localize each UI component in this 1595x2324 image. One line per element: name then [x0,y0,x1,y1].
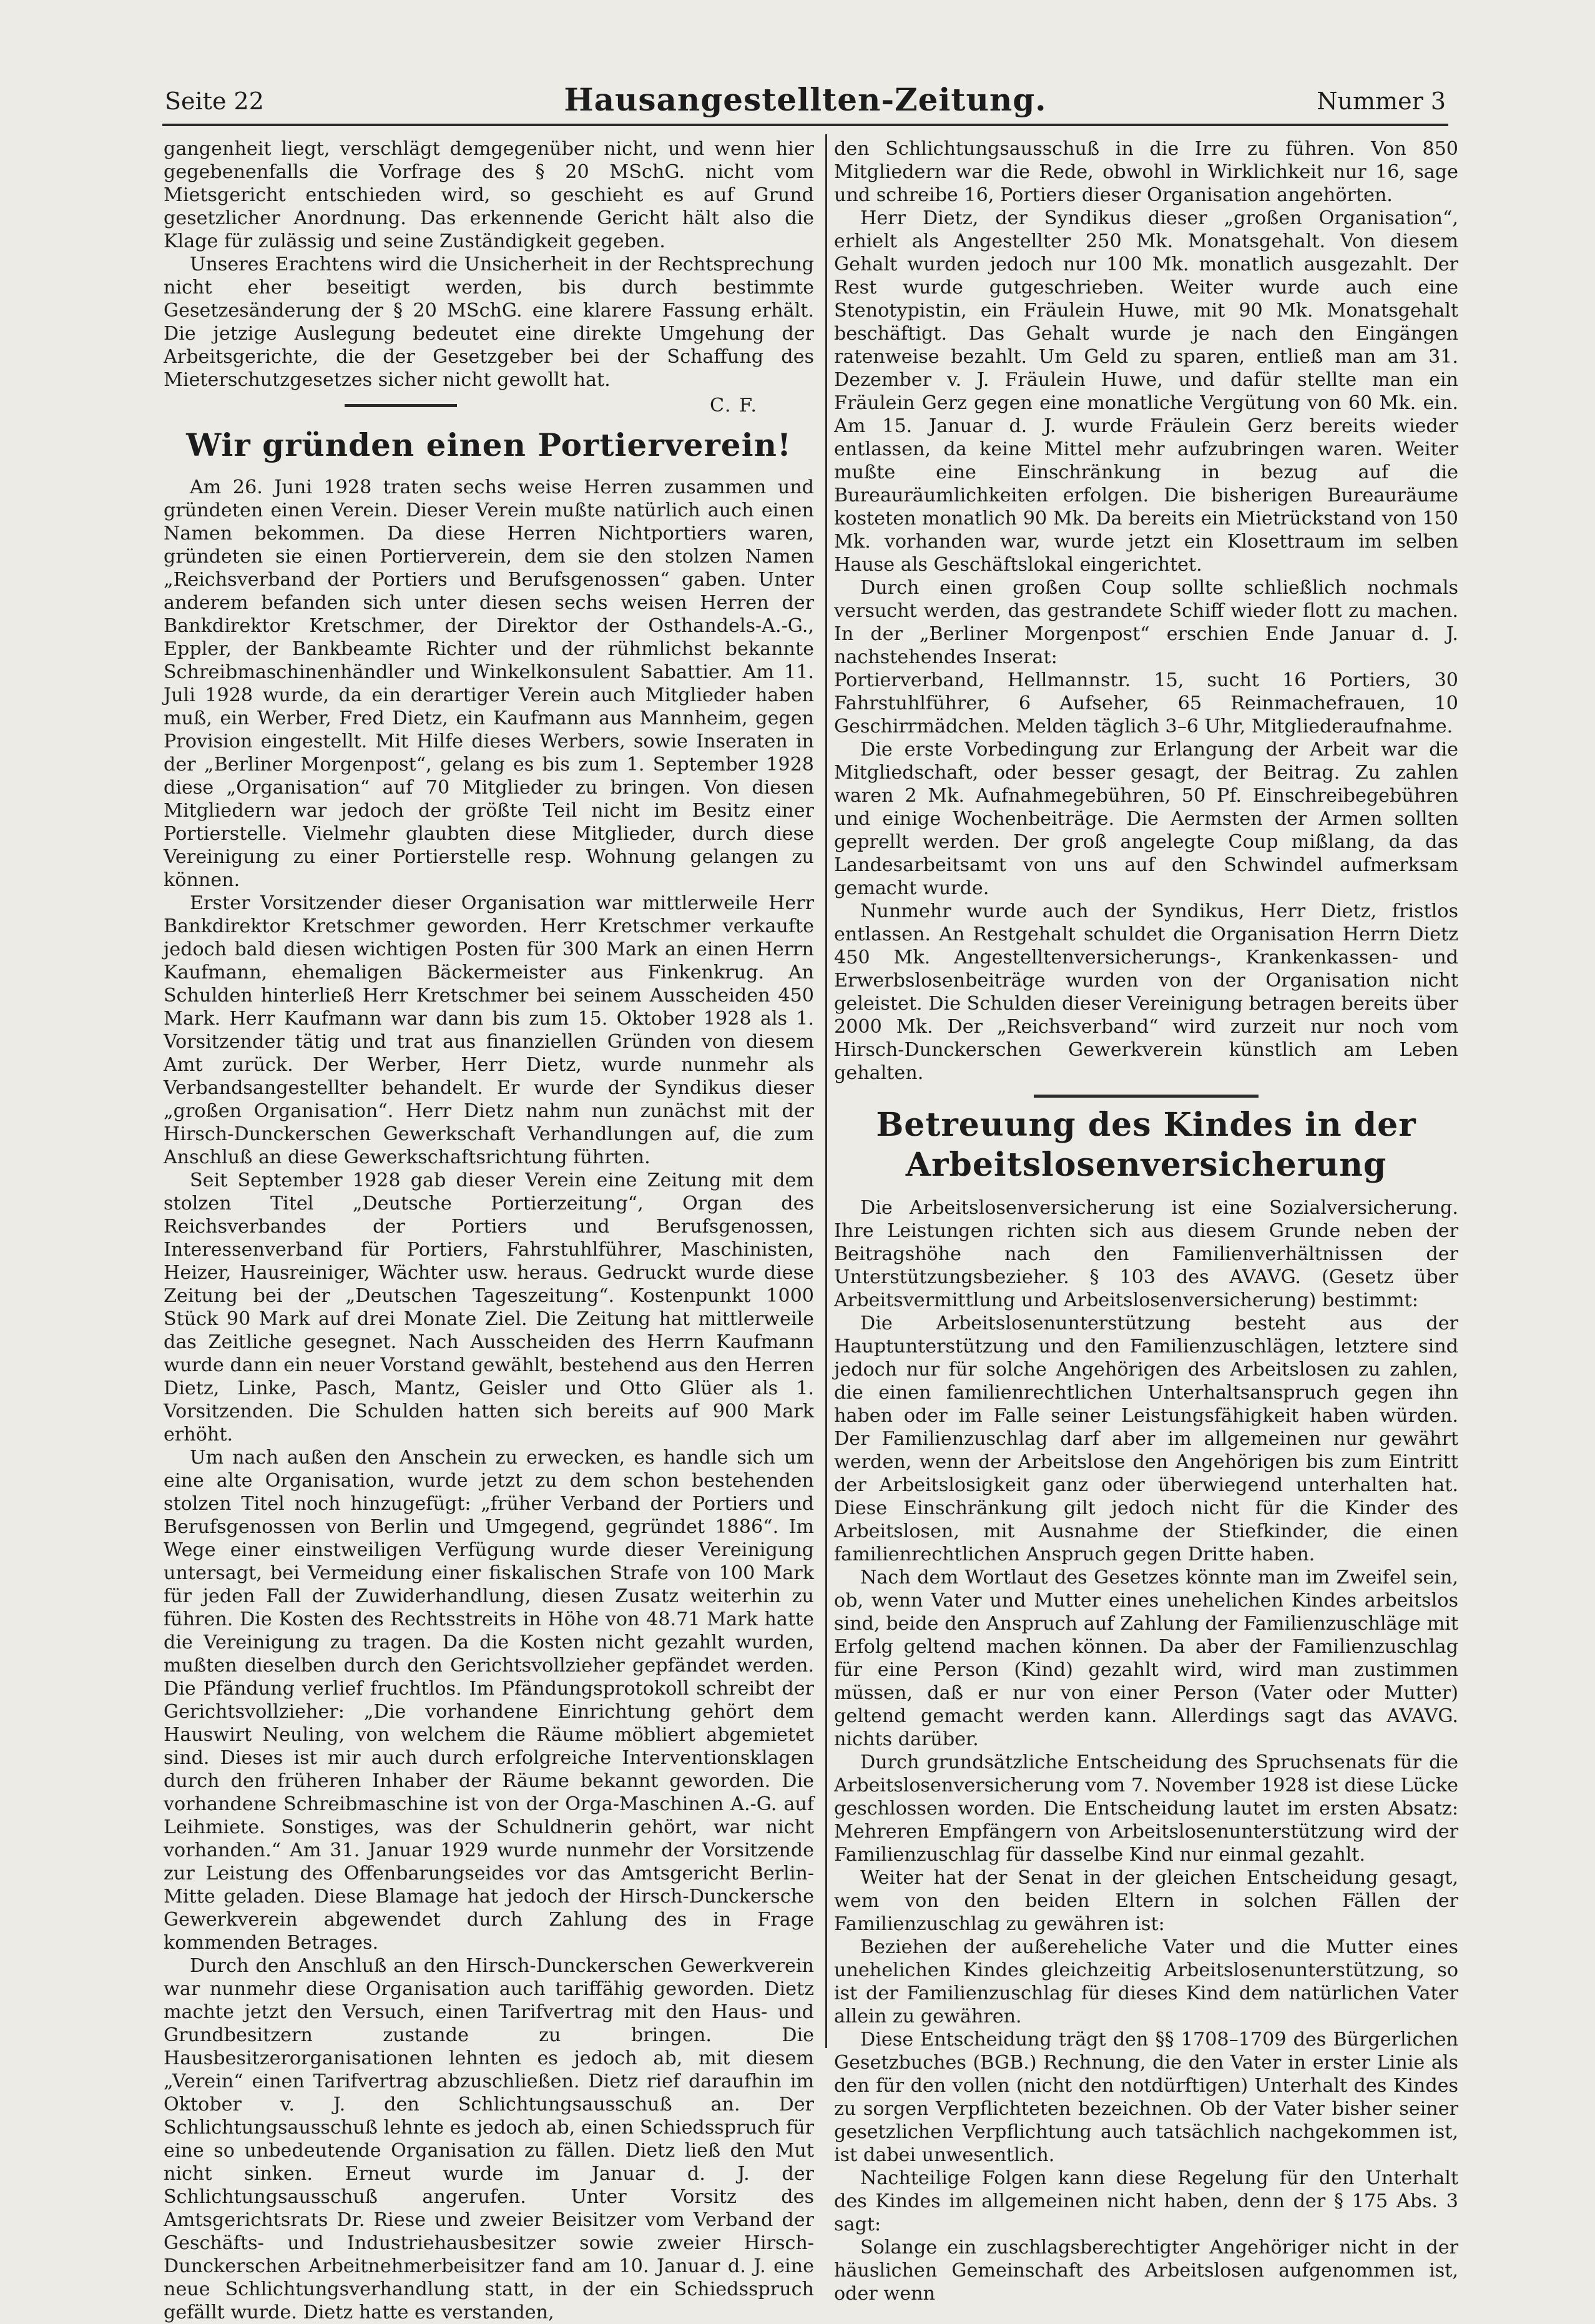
article-headline: Betreuung des Kindes in der Arbeitslosenversicherung [876,1106,1416,1184]
article-paragraph: Die erste Vorbedingung zur Erlangung der Arbeit war die Mitgliedschaft, oder besser gesagt, der Beitrag. Zu zahlen waren 2 Mk. Aufnahmegebühren, 50 Pf. Einschreibegebühren und einige Wochenbeiträge. Die Aermsten der Armen sollten geprellt werden. Der groß angelegte Coup mißlang, da das Landesarbeitsamt von uns auf den Schwindel aufmerksam gemacht wurde. [834,739,1458,899]
page-number: Seite 22 [165,87,264,115]
separator-rule [345,404,457,407]
newspaper-title: Hausangestellten-Zeitung. [564,81,1047,118]
article-paragraph: Diese Entscheidung trägt den §§ 1708–1709 des Bürgerlichen Gesetzbuches (BGB.) Rechnung, die den Vater in erster Linie als den für den vollen (nicht den notdürftigen) Unterhalt des Kindes zu sorgen Verpflichteten bezeichnen. Ob der Vater bisher seiner gesetzlichen Verpflichtung auch tatsächlich nachgekommen ist, ist dabei unwesentlich. [834,2029,1458,2166]
article-paragraph: Unseres Erachtens wird die Unsicherheit in der Rechtsprechung nicht eher beseitigt werden, bis durch bestimmte Gesetzesänderung der § 20 MSchG. eine klarere Fassung erhält. Die jetzige Auslegung bedeutet eine direkte Umgehung der Arbeitsgerichte, die der Gesetzgeber bei der Schaffung des Mieterschutzgesetzes sicher nicht gewollt hat. [164,254,814,391]
right-column [834,137,1458,2305]
article-continuation: den Schlichtungsausschuß in die Irre zu führen. Von 850 Mitgliedern war die Rede, obwohl in Wirklichkeit nur 16, sage und schreibe 16, Portiers dieser Organisation angehörten. [834,138,1458,206]
author-initials: C. F. [709,395,758,416]
article-paragraph: Die Arbeitslosenversicherung ist eine Sozialversicherung. Ihre Leistungen richten sich aus diesem Grunde neben der Beitragshöhe nach den Familienverhältnissen der Unterstützungsbezieher. § 103 des AVAVG. (Gesetz über Arbeitsvermittlung und Arbeitslosenversicherung) bestimmt: [834,1197,1458,1311]
article-paragraph: Nachteilige Folgen kann diese Regelung für den Unterhalt des Kindes im allgemeinen nicht haben, denn der § 175 Abs. 3 sagt: [834,2167,1458,2235]
left-column [164,137,815,2323]
article-continuation: gangenheit liegt, verschlägt demgegenüber nicht, und wenn hier gegebenenfalls die Vorfrage des § 20 MSchG. nicht vom Mietsgericht entschieden wird, so geschieht es auf Grund gesetzlicher Anordnung. Das erkennende Gericht hält also die Klage für zulässig und seine Zuständigkeit gegeben. [164,138,814,252]
article-headline: Wir gründen einen Portierverein! [186,426,792,463]
separator-rule [1034,1095,1259,1098]
column-divider [825,134,827,2048]
signature-line [164,394,814,417]
article-paragraph: Seit September 1928 gab dieser Verein eine Zeitung mit dem stolzen Titel „Deutsche Portierzeitung“, Organ des Reichsverbandes der Portiers und Berufsgenossen, Interessenverband für Portiers, Fahrstuhlführer, Maschinisten, Heizer, Hausreiniger, Wächter usw. heraus. Gedruckt wurde diese Zeitung bei der „Deutschen Tageszeitung“. Kostenpunkt 1000 Stück 90 Mark auf drei Monate Ziel. Die Zeitung hat mittlerweile das Zeitliche gesegnet. Nach Ausscheiden des Herrn Kaufmann wurde dann ein neuer Vorstand gewählt, bestehend aus den Herren Dietz, Linke, Pasch, Mantz, Geisler und Otto Glüer als 1. Vorsitzenden. Die Schulden hatten sich bereits auf 900 Mark erhöht. [164,1169,815,1445]
running-head [162,80,1448,126]
article-paragraph: Erster Vorsitzender dieser Organisation war mittlerweile Herr Bankdirektor Kretschmer geworden. Herr Kretschmer verkaufte jedoch bald diesen wichtigen Posten für 300 Mark an einen Herrn Kaufmann, ehemaligen Bäckermeister aus Finkenkrug. An Schulden hinterließ Herr Kretschmer bei seinem Ausscheiden 450 Mark. Herr Kaufmann war dann bis zum 15. Oktober 1928 als 1. Vorsitzender tätig und trat aus finanziellen Gründen von diesem Amt zurück. Der Werber, Herr Dietz, wurde nunmehr als Verbandsangestellter behandelt. Er wurde der Syndikus dieser „großen Organisation“. Herr Dietz nahm nun zunächst mit der Hirsch-Dunckerschen Gewerkschaft Verhandlungen auf, die zum Anschluß an diese Gewerkschaftsrichtung führten. [164,892,814,1168]
article-paragraph: Durch einen großen Coup sollte schließlich nochmals versucht werden, das gestrandete Schiff wieder flott zu machen. In der „Berliner Morgenpost“ erschien Ende Januar d. J. nachstehendes Inserat: [834,577,1458,668]
article-paragraph: Um nach außen den Anschein zu erwecken, es handle sich um eine alte Organisation, wurde jetzt zu dem schon bestehenden stolzen Titel noch hinzugefügt: „früher Verband der Portiers und Berufsgenossen von Berlin und Umgegend, gegründet 1886“. Im Wege einer einstweiligen Verfügung wurde dieser Vereinigung untersagt, bei Vermeidung einer fiskalischen Strafe von 100 Mark für jeden Fall der Zuwiderhandlung, diesen Zusatz weiterhin zu führen. Die Kosten des Rechtsstreits in Höhe von 48.71 Mark hatte die Vereinigung zu tragen. Da die Kosten nicht gezahlt wurden, mußten dieselben durch den Gerichtsvollzieher gepfändet werden. Die Pfändung verlief fruchtlos. Im Pfändungsprotokoll schreibt der Gerichtsvollzieher: „Die vorhandene Einrichtung gehört dem Hauswirt Neuling, von welchem die Räume möbliert abgemietet sind. Dieses ist mir auch durch erfolgreiche Interventionsklagen durch den früheren Inhaber der Räume bekannt geworden. Die vorhandene Schreibmaschine ist von der Orga-Maschinen A.-G. auf Leihmiete. Sonstiges, was der Schuldnerin gehört, war nicht vorhanden.“ Am 31. Januar 1929 wurde nunmehr der Vorsitzende zur Leistung des Offenbarungseides vor das Amtsgericht Berlin-Mitte geladen. Diese Blamage hat jedoch der Hirsch-Dunckersche Gewerkverein abgewendet durch Zahlung des in Frage kommenden Betrages. [164,1447,814,1954]
article-paragraph: Weiter hat der Senat in der gleichen Entscheidung gesagt, wem von den beiden Eltern in solchen Fällen der Familienzuschlag zu gewähren ist: [834,1867,1458,1935]
law-quotation: Solange ein zuschlagsberechtigter Angehöriger nicht in der häuslichen Gemeinschaft des Arbeitslosen aufgenommen ist, oder wenn [834,2237,1458,2305]
quoted-advertisement: Portierverband, Hellmannstr. 15, sucht 16 Portiers, 30 Fahrstuhlführer, 6 Aufseher, 65 Reinmachefrauen, 10 Geschirrmädchen. Melden täglich 3–6 Uhr, Mitgliederaufnahme. [834,669,1458,737]
article-paragraph: Durch den Anschluß an den Hirsch-Dunckerschen Gewerkverein war nunmehr diese Organisation auch tariffähig geworden. Dietz machte jetzt den Versuch, einen Tarifvertrag mit den Haus- und Grundbesitzern zustande zu bringen. Die Hausbesitzerorganisationen lehnten es jedoch ab, mit diesem „Verein“ einen Tarifvertrag abzuschließen. Dietz rief daraufhin im Oktober v. J. den Schlichtungsausschuß an. Der Schlichtungsausschuß lehnte es jedoch ab, einen Schiedsspruch für eine so unbedeutende Organisation zu fällen. Dietz ließ den Mut nicht sinken. Erneut wurde im Januar d. J. der Schlichtungsausschuß angerufen. Unter Vorsitz des Amtsgerichtsrats Dr. Riese und zweier Beisitzer vom Verband der Geschäfts- und Industriehausbesitzer sowie zweier Hirsch-Dunckerschen Arbeitnehmerbeisitzer fand am 10. Januar d. J. eine neue Schlichtungsverhandlung statt, in der ein Schiedsspruch gefällt wurde. Dietz hatte es verstanden, [164,1955,814,2323]
article-paragraph: Nunmehr wurde auch der Syndikus, Herr Dietz, fristlos entlassen. An Restgehalt schuldet die Organisation Herrn Dietz 450 Mk. Angestelltenversicherungs-, Krankenkassen- und Erwerbslosenbeiträge wurden von der Organisation nicht geleistet. Die Schulden dieser Vereinigung betragen bereits über 2000 Mk. Der „Reichsverband“ wird zurzeit nur noch vom Hirsch-Dunckerschen Gewerkverein künstlich am Leben gehalten. [834,900,1458,1084]
article-paragraph: Herr Dietz, der Syndikus dieser „großen Organisation“, erhielt als Angestellter 250 Mk. Monatsgehalt. Von diesem Gehalt wurden jedoch nur 100 Mk. monatlich ausgezahlt. Der Rest wurde gutgeschrieben. Weiter wurde auch eine Stenotypistin, ein Fräulein Huwe, mit 90 Mk. Monatsgehalt beschäftigt. Das Gehalt wurde je nach den Eingängen ratenweise bezahlt. Um Geld zu sparen, entließ man am 31. Dezember v. J. Fräulein Huwe, und dafür stellte man ein Fräulein Gerz gegen eine monatliche Vergütung von 60 Mk. ein. Am 15. Januar d. J. wurde Fräulein Gerz bereits wieder entlassen, da keine Mittel mehr aufzubringen waren. Weiter mußte eine Einschränkung in bezug auf die Bureauräumlichkeiten erfolgen. Die bisherigen Bureauräume kosteten monatlich 90 Mk. Da bereits ein Mietrückstand von 150 Mk. vorhanden war, wurde jetzt ein Klosettraum im selben Hause als Geschäftslokal eingerichtet. [834,207,1458,576]
law-quotation: Beziehen der außereheliche Vater und die Mutter eines unehelichen Kindes gleichzeitig Arbeitslosenunterstützung, so ist der Familienzuschlag für dieses Kind dem natürlichen Vater allein zu gewähren. [834,1936,1458,2027]
article-paragraph: Nach dem Wortlaut des Gesetzes könnte man im Zweifel sein, ob, wenn Vater und Mutter eines unehelichen Kindes arbeitslos sind, beide den Anspruch auf Zahlung der Familienzuschläge mit Erfolg geltend machen können. Da aber der Familienzuschlag für eine Person (Kind) gezahlt wird, wird man zustimmen müssen, daß er nur von einer Person (Vater oder Mutter) geltend gemacht werden kann. Allerdings sagt das AVAVG. nichts darüber. [834,1567,1458,1750]
law-quotation: Die Arbeitslosenunterstützung besteht aus der Hauptunterstützung und den Familienzuschlägen, letztere sind jedoch nur für solche Angehörigen des Arbeitslosen zu zahlen, die einen familienrechtlichen Unterhaltsanspruch gegen ihn haben oder im Falle seiner Leistungsfähigkeit haben würden. Der Familienzuschlag darf aber im allgemeinen nur gewährt werden, wenn der Arbeitslose den Angehörigen bis zum Eintritt der Arbeitslosigkeit ganz oder überwiegend unterhalten hat. Diese Einschränkung gilt jedoch nicht für die Kinder des Arbeitslosen, mit Ausnahme der Stiefkinder, die einen familienrechtlichen Anspruch gegen Dritte haben. [834,1312,1458,1565]
article-paragraph: Am 26. Juni 1928 traten sechs weise Herren zusammen und gründeten einen Verein. Dieser Verein mußte natürlich auch einen Namen bekommen. Da diese Herren Nichtportiers waren, gründeten sie einen Portierverein, dem sie den stolzen Namen „Reichsverband der Portiers und Berufsgenossen“ gaben. Unter anderem befanden sich unter diesen sechs weisen Herren der Bankdirektor Kretschmer, der Direktor der Osthandels-A.-G., Eppler, der Bankbeamte Richter und der rühmlichst bekannte Schreibmaschinenhändler und Winkelkonsulent Sabattier. Am 11. Juli 1928 wurde, da ein derartiger Verein auch Mitglieder haben muß, ein Werber, Fred Dietz, ein Kaufmann aus Mannheim, gegen Provision eingestellt. Mit Hilfe dieses Werbers, sowie Inseraten in der „Berliner Morgenpost“, gelang es bis zum 1. September 1928 diese „Organisation“ auf 70 Mitglieder zu bringen. Von diesen Mitgliedern war jedoch der größte Teil nicht im Besitz einer Portierstelle. Vielmehr glaubten diese Mitglieder, durch diese Vereinigung zu einer Portierstelle resp. Wohnung gelangen zu können. [164,476,814,891]
article-paragraph: Durch grundsätzliche Entscheidung des Spruchsenats für die Arbeitslosenversicherung vom 7. November 1928 ist diese Lücke geschlossen worden. Die Entscheidung lautet im ersten Absatz: Mehreren Empfängern von Arbeitslosenunterstützung wird der Familienzuschlag für dasselbe Kind nur einmal gezahlt. [834,1751,1458,1866]
issue-number: Nummer 3 [1317,87,1446,115]
